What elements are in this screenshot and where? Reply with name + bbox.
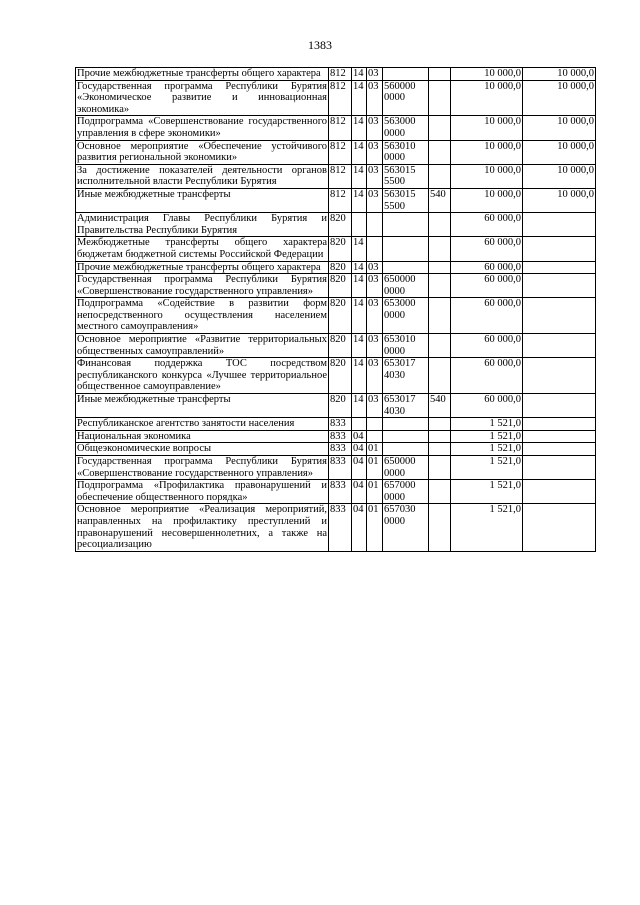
amount-year1-cell: 60 000,0	[451, 274, 523, 298]
amount-year2-cell	[523, 358, 596, 394]
table-body	[76, 68, 596, 552]
row-name-cell: Подпрограмма «Содействие в развитии форм непосредственного осуществления населением местного самоуправления»	[77, 298, 327, 333]
table-row	[76, 237, 596, 261]
ministry-code-cell: 820	[329, 358, 352, 394]
subsection-code-cell: 03	[367, 394, 383, 418]
amount-year1-cell: 60 000,0	[451, 358, 523, 394]
amount-year1-cell: 10 000,0	[451, 140, 523, 164]
section-code-cell: 14	[352, 188, 367, 212]
expense-type-code-cell	[429, 334, 451, 358]
ministry-code-cell: 812	[329, 80, 352, 116]
target-article-code-cell: 650000 0000	[383, 456, 429, 480]
amount-year2-cell	[523, 334, 596, 358]
section-code-cell: 14	[352, 68, 367, 81]
target-article-code-cell	[383, 443, 429, 456]
ministry-code-cell: 833	[329, 480, 352, 504]
amount-year2-cell: 10 000,0	[523, 80, 596, 116]
target-article-code-cell	[383, 418, 429, 431]
amount-year2-cell	[523, 213, 596, 237]
subsection-code-cell: 03	[367, 334, 383, 358]
table-row	[76, 456, 596, 480]
amount-year1-cell: 10 000,0	[451, 188, 523, 212]
table-row	[76, 80, 596, 116]
amount-year2-cell	[523, 274, 596, 298]
amount-year2-cell	[523, 480, 596, 504]
amount-year1-cell: 10 000,0	[451, 116, 523, 140]
ministry-code-cell: 812	[329, 188, 352, 212]
amount-year1-cell: 60 000,0	[451, 394, 523, 418]
section-code-cell: 14	[352, 298, 367, 334]
target-article-code-cell: 657030 0000	[383, 504, 429, 551]
row-name-cell: Национальная экономика	[76, 430, 329, 443]
section-code-cell: 14	[352, 358, 367, 394]
target-article-code-cell: 650000 0000	[383, 274, 429, 298]
subsection-code-cell	[367, 213, 383, 237]
row-name-cell: Основное мероприятие «Развитие территориальных общественных самоуправлений»	[77, 334, 327, 357]
ministry-code-cell: 820	[329, 298, 352, 334]
row-name-cell: Прочие межбюджетные трансферты общего характера	[76, 261, 329, 274]
subsection-code-cell	[367, 430, 383, 443]
amount-year2-cell	[523, 504, 596, 551]
table-row	[76, 443, 596, 456]
ministry-code-cell: 820	[329, 261, 352, 274]
expense-type-code-cell	[429, 237, 451, 261]
target-article-code-cell: 563015 5500	[383, 164, 429, 188]
ministry-code-cell: 820	[329, 237, 352, 261]
section-code-cell: 14	[352, 261, 367, 274]
target-article-code-cell: 653010 0000	[383, 334, 429, 358]
ministry-code-cell: 812	[329, 164, 352, 188]
table-row	[76, 358, 596, 394]
subsection-code-cell: 01	[367, 480, 383, 504]
amount-year2-cell	[523, 443, 596, 456]
subsection-code-cell: 03	[367, 164, 383, 188]
expense-type-code-cell	[429, 430, 451, 443]
subsection-code-cell: 03	[367, 140, 383, 164]
expense-type-code-cell	[429, 140, 451, 164]
amount-year1-cell: 1 521,0	[451, 504, 523, 551]
amount-year1-cell: 60 000,0	[451, 261, 523, 274]
amount-year2-cell: 10 000,0	[523, 140, 596, 164]
subsection-code-cell	[367, 418, 383, 431]
amount-year1-cell: 1 521,0	[451, 443, 523, 456]
row-name-cell: Администрация Главы Республики Бурятия и Правительства Республики Бурятия	[77, 213, 327, 236]
amount-year2-cell	[523, 261, 596, 274]
target-article-code-cell: 563010 0000	[383, 140, 429, 164]
row-name-cell: Подпрограмма «Профилактика правонарушений и обеспечение общественного порядка»	[77, 480, 327, 503]
expense-type-code-cell	[429, 480, 451, 504]
expense-type-code-cell: 540	[429, 394, 451, 418]
target-article-code-cell	[383, 237, 429, 261]
section-code-cell: 14	[352, 140, 367, 164]
target-article-code-cell: 653017 4030	[383, 394, 429, 418]
ministry-code-cell: 820	[329, 394, 352, 418]
subsection-code-cell: 03	[367, 274, 383, 298]
target-article-code-cell: 653017 4030	[383, 358, 429, 394]
table-row	[76, 298, 596, 334]
subsection-code-cell: 03	[367, 80, 383, 116]
expense-type-code-cell	[429, 164, 451, 188]
budget-table	[75, 67, 596, 552]
ministry-code-cell: 833	[329, 430, 352, 443]
subsection-code-cell: 03	[367, 188, 383, 212]
amount-year1-cell: 60 000,0	[451, 334, 523, 358]
table-row	[76, 116, 596, 140]
table-row	[76, 164, 596, 188]
target-article-code-cell: 657000 0000	[383, 480, 429, 504]
amount-year1-cell: 1 521,0	[451, 430, 523, 443]
amount-year2-cell: 10 000,0	[523, 116, 596, 140]
amount-year1-cell: 1 521,0	[451, 456, 523, 480]
amount-year1-cell: 60 000,0	[451, 237, 523, 261]
amount-year2-cell	[523, 298, 596, 334]
section-code-cell: 14	[352, 334, 367, 358]
table-row	[76, 334, 596, 358]
subsection-code-cell: 01	[367, 443, 383, 456]
amount-year2-cell: 10 000,0	[523, 68, 596, 81]
amount-year2-cell	[523, 237, 596, 261]
ministry-code-cell: 820	[329, 274, 352, 298]
row-name-cell: Государственная программа Республики Бурятия «Экономическое развитие и инновационная экономика»	[77, 80, 327, 115]
section-code-cell: 04	[352, 430, 367, 443]
section-code-cell: 04	[352, 443, 367, 456]
expense-type-code-cell	[429, 213, 451, 237]
row-name-cell: Основное мероприятие «Реализация мероприятий, направленных на профилактику преступлений и правонарушений несовершеннолетних, а также на ресоциализацию	[77, 504, 327, 551]
amount-year1-cell: 60 000,0	[451, 213, 523, 237]
section-code-cell: 04	[352, 480, 367, 504]
ministry-code-cell: 833	[329, 418, 352, 431]
expense-type-code-cell	[429, 443, 451, 456]
amount-year2-cell	[523, 456, 596, 480]
section-code-cell: 04	[352, 504, 367, 551]
subsection-code-cell: 01	[367, 504, 383, 551]
row-name-cell: Межбюджетные трансферты общего характера бюджетам бюджетной системы Российской Федерации	[77, 237, 327, 260]
ministry-code-cell: 812	[329, 68, 352, 81]
expense-type-code-cell	[429, 274, 451, 298]
target-article-code-cell: 563000 0000	[383, 116, 429, 140]
subsection-code-cell: 01	[367, 456, 383, 480]
subsection-code-cell	[367, 237, 383, 261]
row-name-cell: Иные межбюджетные трансферты	[76, 394, 329, 418]
expense-type-code-cell	[429, 80, 451, 116]
ministry-code-cell: 820	[329, 334, 352, 358]
subsection-code-cell: 03	[367, 261, 383, 274]
section-code-cell: 14	[352, 164, 367, 188]
row-name-cell: За достижение показателей деятельности органов исполнительной власти Республики Бурятия	[77, 164, 327, 188]
expense-type-code-cell: 540	[429, 188, 451, 212]
table-row	[76, 274, 596, 298]
table-row	[76, 430, 596, 443]
target-article-code-cell	[383, 68, 429, 81]
table-row	[76, 394, 596, 418]
expense-type-code-cell	[429, 418, 451, 431]
amount-year2-cell: 10 000,0	[523, 188, 596, 212]
amount-year1-cell: 1 521,0	[451, 418, 523, 431]
expense-type-code-cell	[429, 261, 451, 274]
amount-year1-cell: 1 521,0	[451, 480, 523, 504]
expense-type-code-cell	[429, 298, 451, 334]
row-name-cell: Финансовая поддержка ТОС посредством республиканского конкурса «Лучшее территориальное общественное самоуправление»	[77, 358, 327, 393]
target-article-code-cell: 653000 0000	[383, 298, 429, 334]
section-code-cell: 04	[352, 456, 367, 480]
row-name-cell: Иные межбюджетные трансферты	[76, 188, 329, 212]
target-article-code-cell: 563015 5500	[383, 188, 429, 212]
section-code-cell: 14	[352, 80, 367, 116]
amount-year1-cell: 60 000,0	[451, 298, 523, 334]
table-row	[76, 140, 596, 164]
row-name-cell: Общеэкономические вопросы	[76, 443, 329, 456]
expense-type-code-cell	[429, 456, 451, 480]
amount-year2-cell	[523, 418, 596, 431]
amount-year1-cell: 10 000,0	[451, 68, 523, 81]
target-article-code-cell	[383, 213, 429, 237]
row-name-cell: Прочие межбюджетные трансферты общего характера	[76, 68, 329, 81]
row-name-cell: Государственная программа Республики Бурятия «Совершенствование государственного управления»	[77, 274, 327, 297]
table-row	[76, 504, 596, 551]
table-row	[76, 480, 596, 504]
table-row	[76, 68, 596, 81]
amount-year1-cell: 10 000,0	[451, 164, 523, 188]
ministry-code-cell: 812	[329, 116, 352, 140]
subsection-code-cell: 03	[367, 298, 383, 334]
amount-year2-cell: 10 000,0	[523, 164, 596, 188]
expense-type-code-cell	[429, 116, 451, 140]
section-code-cell	[352, 418, 367, 431]
table-row	[76, 188, 596, 212]
ministry-code-cell: 833	[329, 456, 352, 480]
ministry-code-cell: 833	[329, 443, 352, 456]
table-row	[76, 213, 596, 237]
ministry-code-cell: 812	[329, 140, 352, 164]
page-number: 1383	[308, 38, 332, 52]
target-article-code-cell: 560000 0000	[383, 80, 429, 116]
expense-type-code-cell	[429, 504, 451, 551]
row-name-cell: Основное мероприятие «Обеспечение устойчивого развития региональной экономики»	[77, 140, 327, 164]
table-row	[76, 418, 596, 431]
ministry-code-cell: 820	[329, 213, 352, 237]
row-name-cell: Государственная программа Республики Бурятия «Совершенствование государственного управления»	[77, 456, 327, 479]
table-row	[76, 261, 596, 274]
row-name-cell: Подпрограмма «Совершенствование государственного управления в сфере экономики»	[77, 116, 327, 139]
section-code-cell: 14	[352, 274, 367, 298]
subsection-code-cell: 03	[367, 116, 383, 140]
amount-year2-cell	[523, 430, 596, 443]
subsection-code-cell: 03	[367, 358, 383, 394]
expense-type-code-cell	[429, 68, 451, 81]
target-article-code-cell	[383, 261, 429, 274]
amount-year2-cell	[523, 394, 596, 418]
expense-type-code-cell	[429, 358, 451, 394]
section-code-cell	[352, 213, 367, 237]
subsection-code-cell: 03	[367, 68, 383, 81]
row-name-cell: Республиканское агентство занятости населения	[76, 418, 329, 431]
section-code-cell: 14	[352, 116, 367, 140]
amount-year1-cell: 10 000,0	[451, 80, 523, 116]
target-article-code-cell	[383, 430, 429, 443]
section-code-cell: 14	[352, 237, 367, 261]
ministry-code-cell: 833	[329, 504, 352, 551]
section-code-cell: 14	[352, 394, 367, 418]
